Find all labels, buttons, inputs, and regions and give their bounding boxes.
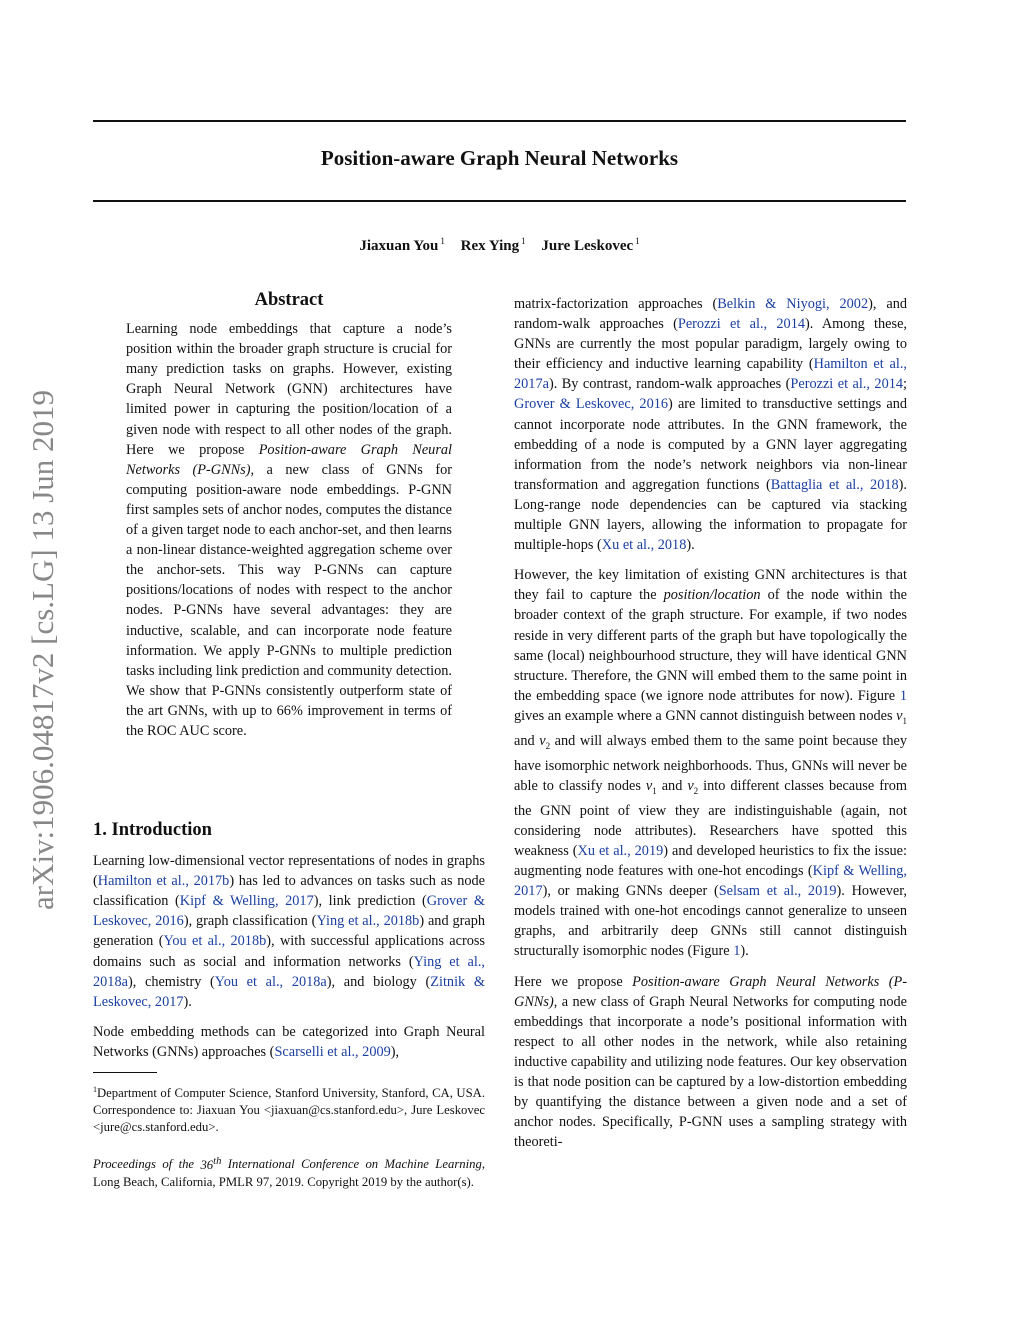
emphasis: Proceedings of the (93, 1157, 195, 1172)
citation-link[interactable]: Perozzi et al., 2014 (677, 316, 806, 333)
footnote-rule (93, 1072, 157, 1073)
citation-link[interactable]: Scarselli et al., 2009 (274, 1043, 391, 1060)
author-name: Rex Ying (460, 238, 520, 254)
text-run: matrix-factorization approaches ( (514, 296, 718, 312)
intro-paragraph (93, 851, 485, 1012)
math-v1 (646, 778, 657, 794)
text-run: ). Long-range node dependencies can be captured via stacking multiple GNN layers, allowing the information to propagate for multiple-hops ( (514, 476, 907, 554)
citation-link[interactable]: Selsam et al., 2019 (718, 883, 837, 900)
math-var: v (687, 777, 694, 794)
body-paragraph (514, 294, 907, 555)
citation-link[interactable]: Xu et al., 2018 (601, 537, 687, 554)
text-run: , Long Beach, California, PMLR 97, 2019. Copyright 2019 by the author(s). (93, 1157, 485, 1189)
citation-link[interactable]: Ying et al., 2018b (316, 913, 420, 930)
text-run: ). Among these, GNNs are currently the most popular paradigm, largely owing to their efficiency and inductive learning capability ( (514, 316, 907, 373)
author (359, 238, 445, 254)
emphasis: Position-aware Graph Neural Networks (P-GNNs) (514, 973, 907, 1010)
text-run: Here we propose (514, 973, 633, 990)
citation-link[interactable]: Belkin & Niyogi, 2002 (717, 296, 869, 312)
text-run: , a new class of GNNs for computing position-aware node embeddings. P-GNN first samples sets of anchor nodes, computes the distance of a given target node to each anchor-set, and then learns a non-linear distance-weighted aggregation scheme over the anchor-sets. This way P-GNNs can capture positions/locations of nodes with respect to the anchor nodes. P-GNNs have several advantages: they are inductive, scalable, and can incorporate node feature information. We apply P-GNNs to multiple prediction tasks including link prediction and community detection. We show that P-GNNs consistently outperform state of the art GNNs, with up to 66% improvement in terms of the ROC AUC score. (126, 461, 452, 739)
proceedings-note (93, 1152, 485, 1190)
math-v2 (539, 733, 550, 749)
text-run: ) and graph generation ( (93, 913, 485, 950)
author-affiliation: 1 (440, 236, 445, 246)
footnote-text: Department of Computer Science, Stanford University, Stanford, CA, USA. Correspondence to: Jiaxuan You <jiaxuan@cs.stanford.edu>, Jure Leskovec <jure@cs.stanford.edu>. (93, 1086, 485, 1135)
text-run: , a new class of Graph Neural Networks for computing node embeddings that incorporate a node’s positional information with respect to all other nodes in the network, while also retaining inductive capability and utilizing node features. Our key observation is that node position can be captured by a low-distortion embedding by quantifying the distance between a given node and a set of anchor nodes. Specifically, P-GNN uses a sampling strategy with theoreti- (514, 993, 907, 1151)
abstract-text (126, 319, 452, 741)
text-run: However, the key limitation of existing GNN architectures is that they fail to capture the (514, 567, 907, 604)
text-run: ), and biology ( (326, 973, 431, 990)
abstract-heading: Abstract (254, 290, 324, 310)
text-run: ), link prediction ( (313, 893, 427, 910)
math-subscript: 2 (693, 785, 699, 796)
author-list (93, 236, 906, 255)
math-v2 (687, 778, 698, 794)
citation-link[interactable]: Ying et al., 2018a (93, 953, 485, 990)
text-run: ), or making GNNs deeper ( (542, 883, 719, 900)
author-name: Jiaxuan You (359, 238, 439, 254)
arxiv-identifier: arXiv:1906.04817v2 [cs.LG] 13 Jun 2019 (25, 389, 60, 911)
text-run: of the node within the broader context of the graph structure. For example, if two nodes reside in very different parts of the graph but have topologically the same (local) neighbourhood structure, they will have identical GNN structure. Therefore, the GNN will embed them to the same point in the embedding space (we ignore node attributes for now). Figure (514, 587, 907, 704)
body-paragraph (514, 565, 907, 961)
text-run: ), with successful applications across domains such as social and information networks ( (93, 933, 485, 970)
author (541, 238, 639, 254)
introduction-heading: 1. Introduction (93, 820, 212, 840)
text-run: and (656, 777, 688, 794)
math-var: v (539, 732, 546, 749)
text-run: Learning low-dimensional vector representations of nodes in graphs ( (93, 853, 485, 890)
intro-paragraph (93, 1022, 485, 1062)
paper-title: Position-aware Graph Neural Networks (320, 146, 679, 170)
text-run: and will always embed them to the same point because they have isomorphic network neighborhoods. Thus, GNNs will never be able to classify nodes (514, 732, 907, 794)
text-run: ). (686, 537, 695, 554)
conference-number (200, 1155, 222, 1172)
math-v1 (896, 708, 907, 724)
author (461, 238, 526, 254)
footnote-mark: 1 (93, 1085, 97, 1095)
text-run: Learning node embeddings that capture a node’s position within the broader graph structure is crucial for many prediction tasks on graphs. However, existing Graph Neural Network (GNN) architectures have limited power in capturing the position/location of a given node with respect to all other nodes of the graph. Here we propose (126, 321, 452, 458)
right-column (514, 294, 907, 1162)
emphasis: International Conference on Machine Learning (227, 1157, 482, 1172)
author-affiliation: 1 (635, 236, 640, 246)
text-run: ). (183, 993, 192, 1010)
math-var: v (645, 777, 653, 794)
emphasis: position/location (663, 587, 761, 604)
citation-link[interactable]: Perozzi et al., 2014 (790, 376, 904, 393)
text-run: and (514, 732, 540, 749)
text-run: ) has led to advances on tasks such as node classification ( (93, 873, 485, 910)
text-run: gives an example where a GNN cannot distinguish between nodes (514, 707, 897, 724)
citation-link[interactable]: Xu et al., 2019 (577, 843, 664, 860)
text-run: ) are limited to transductive settings and cannot incorporate node attributes. In the GNN framework, the embedding of a node is computed by a GNN layer aggregating information from the node’s network neighbors via non-linear transformation and aggregation functions ( (514, 396, 908, 493)
citation-link[interactable]: Hamilton et al., 2017b (97, 873, 230, 890)
text-run: Node embedding methods can be categorized into Graph Neural Networks (GNNs) approaches ( (93, 1023, 485, 1060)
affiliation-footnote (93, 1081, 485, 1136)
text-run: ). However, models trained with one-hot encodings cannot generalize to unseen graphs, and arbitrarily deep GNNs still cannot distinguish structurally isomorphic nodes (Figure (514, 883, 907, 960)
citation-link[interactable]: Battaglia et al., 2018 (770, 476, 899, 493)
math-subscript: 1 (902, 715, 907, 726)
title-rule-bottom (93, 200, 906, 202)
ordinal-suffix: th (213, 1155, 222, 1167)
citation-link[interactable]: Zitnik & Leskovec, 2017 (93, 973, 485, 1010)
text-run: ). (740, 943, 749, 960)
text-run: ), chemistry ( (127, 973, 215, 990)
citation-link[interactable]: You et al., 2018a (214, 973, 327, 990)
abstract-section (126, 290, 452, 751)
citation-link[interactable]: You et al., 2018b (163, 933, 267, 950)
text-run: ) and developed heuristics to fix the issue: augmenting node features with one-hot encodings ( (514, 843, 907, 880)
math-subscript: 2 (545, 740, 551, 751)
citation-link[interactable]: Kipf & Welling, 2017 (179, 893, 314, 910)
citation-link[interactable]: Grover & Leskovec, 2016 (514, 396, 669, 413)
text-run: ), (390, 1043, 400, 1060)
math-subscript: 1 (652, 785, 657, 796)
introduction-section (93, 820, 485, 1191)
author-name: Jure Leskovec (541, 238, 634, 254)
title-rule-top (93, 120, 906, 122)
figure-reference-link[interactable]: 1 (733, 943, 741, 960)
citation-link[interactable]: Grover & Leskovec, 2016 (93, 893, 485, 930)
math-var: v (896, 707, 903, 724)
emphasis: Position-aware Graph Neural Networks (P-GNNs) (126, 441, 453, 478)
body-paragraph (514, 972, 907, 1153)
text-run: ; (903, 376, 907, 393)
author-affiliation: 1 (521, 236, 526, 246)
text-run: ). By contrast, random-walk approaches ( (548, 376, 791, 393)
text-run: into different classes because from the GNN point of view they are indistinguishable (again, not considering node attributes). Researchers have spotted this weakness ( (514, 777, 907, 860)
citation-link[interactable]: Kipf & Welling, 2017 (514, 863, 907, 900)
figure-reference-link[interactable]: 1 (899, 687, 907, 704)
text-run: ), graph classification ( (183, 913, 317, 930)
number: 36 (200, 1157, 214, 1172)
citation-link[interactable]: Hamilton et al., 2017a (514, 356, 908, 393)
text-run: ), and random-walk approaches ( (514, 296, 907, 333)
